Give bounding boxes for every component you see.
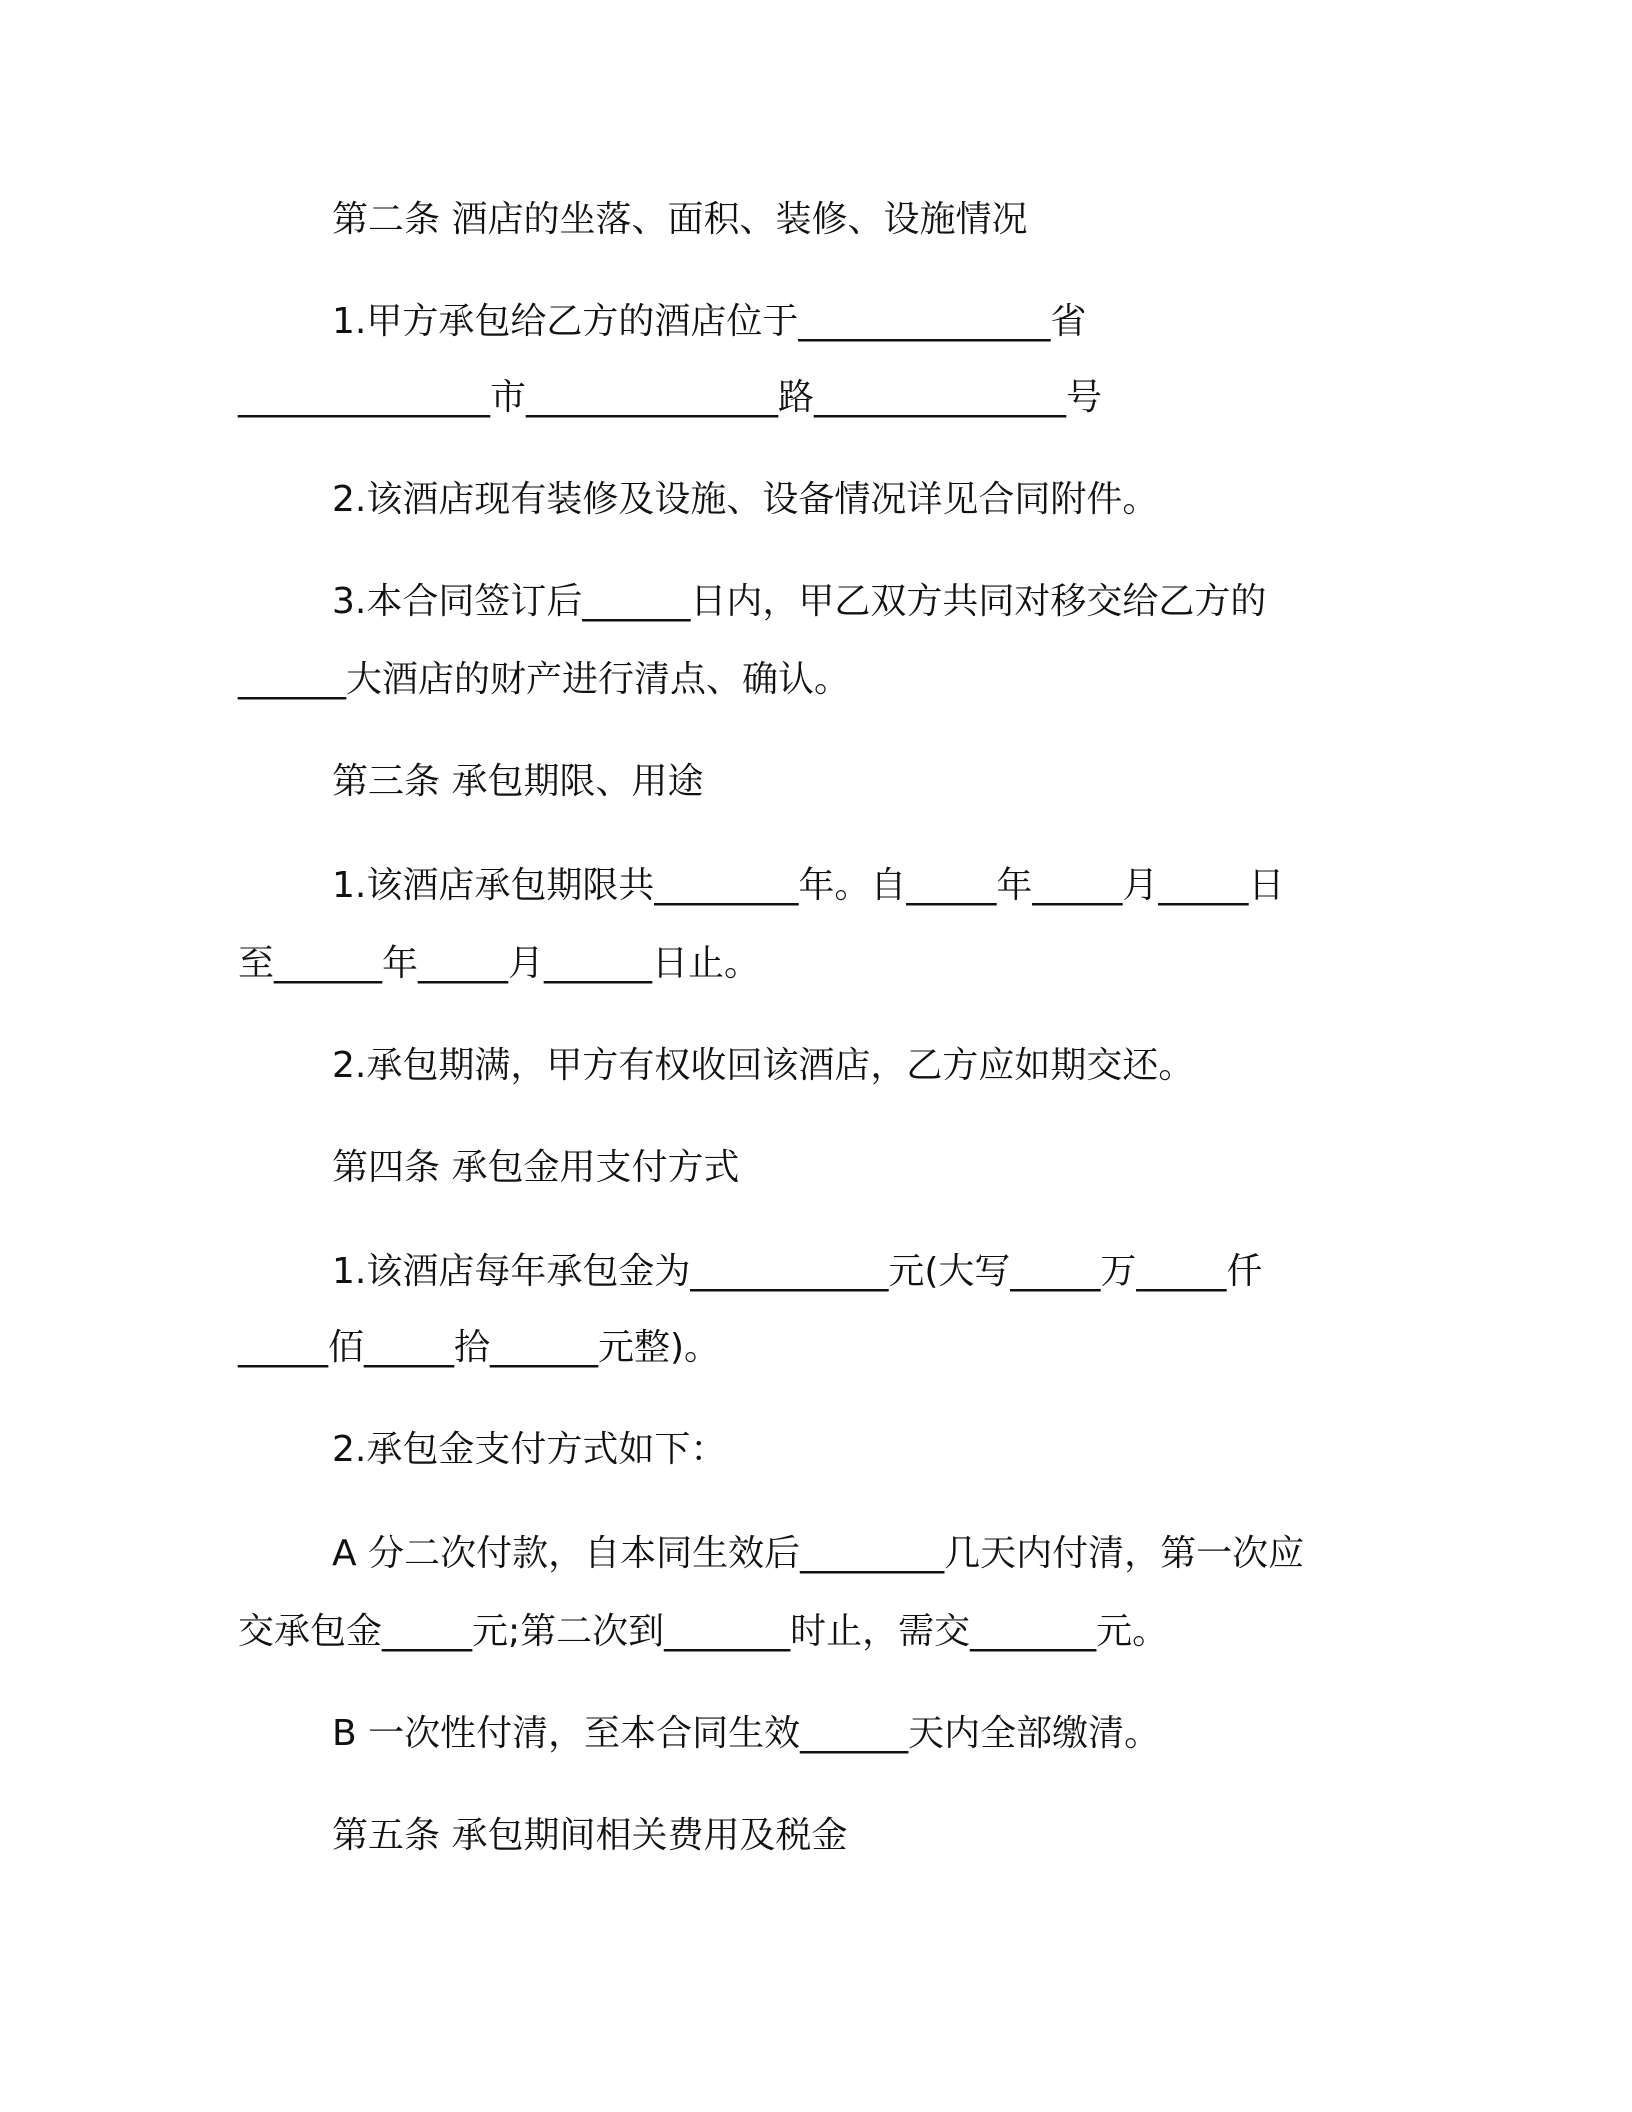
article-3-heading: 第三条 承包期限、用途 (332, 761, 704, 802)
clause-4-2-a-line-2: 交承包金_____元;第二次到_______时止，需交_______元。 (238, 1611, 1169, 1652)
article-2-heading: 第二条 酒店的坐落、面积、装修、设施情况 (332, 199, 1028, 240)
clause-2-1-line-2: ______________市______________路______________号 (238, 377, 1102, 418)
clause-2-1-line-1: 1.甲方承包给乙方的酒店位于______________省 (332, 301, 1087, 342)
clause-3-1-line-2: 至______年_____月______日止。 (238, 943, 761, 984)
clause-4-2-a-line-1: A 分二次付款，自本同生效后________几天内付清，第一次应 (332, 1533, 1305, 1574)
clause-2-3-line-1: 3.本合同签订后______日内，甲乙双方共同对移交给乙方的 (332, 581, 1267, 622)
article-5-heading: 第五条 承包期间相关费用及税金 (332, 1815, 848, 1856)
clause-2-3-line-2: ______大酒店的财产进行清点、确认。 (238, 659, 851, 700)
clause-4-2-b: B 一次性付清，至本合同生效______天内全部缴清。 (332, 1713, 1161, 1754)
clause-4-1-line-2: _____佰_____拾______元整)。 (238, 1327, 721, 1368)
clause-3-2: 2.承包期满，甲方有权收回该酒店，乙方应如期交还。 (332, 1045, 1195, 1086)
clause-4-2: 2.承包金支付方式如下： (332, 1429, 727, 1470)
clause-2-2: 2.该酒店现有装修及设施、设备情况详见合同附件。 (332, 479, 1159, 520)
clause-3-1-line-1: 1.该酒店承包期限共________年。自_____年_____月_____日 (332, 865, 1285, 906)
clause-4-1-line-1: 1.该酒店每年承包金为___________元(大写_____万_____仟 (332, 1251, 1263, 1292)
article-4-heading: 第四条 承包金用支付方式 (332, 1147, 740, 1188)
